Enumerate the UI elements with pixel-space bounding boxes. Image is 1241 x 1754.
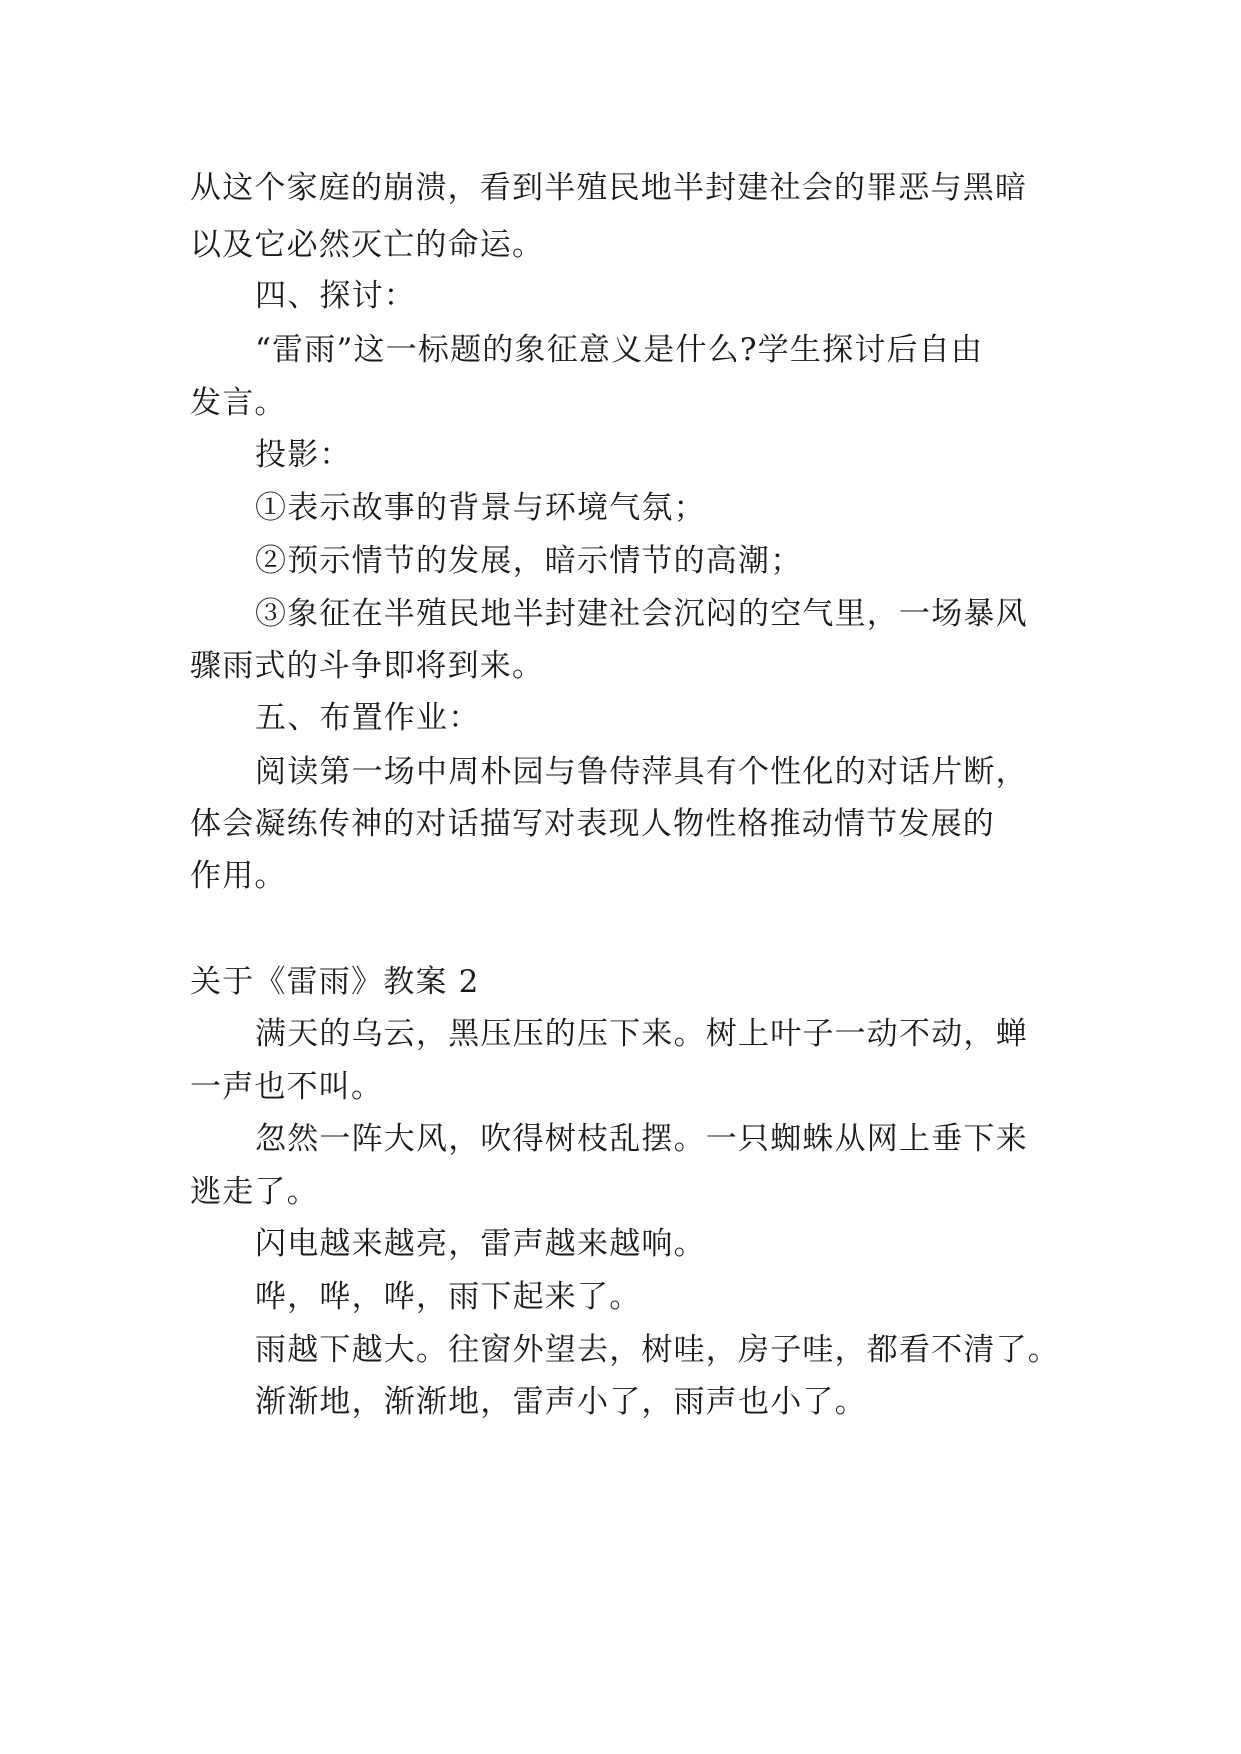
paragraph-line: 以及它必然灭亡的命运。 bbox=[190, 227, 545, 263]
paragraph-line: 作用。 bbox=[190, 858, 287, 894]
paragraph-line: 满天的乌云，黑压压的压下来。树上叶子一动不动，蝉 bbox=[255, 1016, 1028, 1052]
paragraph-line: 闪电越来越亮，雷声越来越响。 bbox=[255, 1226, 706, 1262]
paragraph-line: 阅读第一场中周朴园与鲁侍萍具有个性化的对话片断， bbox=[255, 754, 1028, 790]
paragraph-line: 发言。 bbox=[190, 385, 287, 421]
section-title: 关于《雷雨》教案 2 bbox=[190, 964, 480, 1000]
projection-label: 投影： bbox=[255, 437, 352, 473]
paragraph-line: “雷雨”这一标题的象征意义是什么?学生探讨后自由 bbox=[255, 332, 984, 368]
paragraph-line: 逃走了。 bbox=[190, 1174, 319, 1210]
paragraph-line: 从这个家庭的崩溃，看到半殖民地半封建社会的罪恶与黑暗 bbox=[190, 170, 1028, 206]
paragraph-line: 一声也不叫。 bbox=[190, 1069, 384, 1105]
list-item: ③象征在半殖民地半封建社会沉闷的空气里，一场暴风 bbox=[255, 596, 1028, 632]
section-heading-homework: 五、布置作业： bbox=[255, 700, 481, 736]
paragraph-line: 骤雨式的斗争即将到来。 bbox=[190, 648, 545, 684]
paragraph-line: 雨越下越大。往窗外望去，树哇，房子哇，都看不清了。 bbox=[255, 1332, 1060, 1368]
paragraph-line: 忽然一阵大风，吹得树枝乱摆。一只蜘蛛从网上垂下来 bbox=[255, 1121, 1028, 1157]
paragraph-line: 哗，哗，哗，雨下起来了。 bbox=[255, 1279, 642, 1315]
list-item: ②预示情节的发展，暗示情节的高潮； bbox=[255, 543, 803, 579]
list-item: ①表示故事的背景与环境气氛； bbox=[255, 490, 706, 526]
paragraph-line: 体会凝练传神的对话描写对表现人物性格推动情节发展的 bbox=[190, 806, 995, 842]
paragraph-line: 渐渐地，渐渐地，雷声小了，雨声也小了。 bbox=[255, 1384, 867, 1420]
section-heading-discussion: 四、探讨： bbox=[255, 278, 416, 314]
